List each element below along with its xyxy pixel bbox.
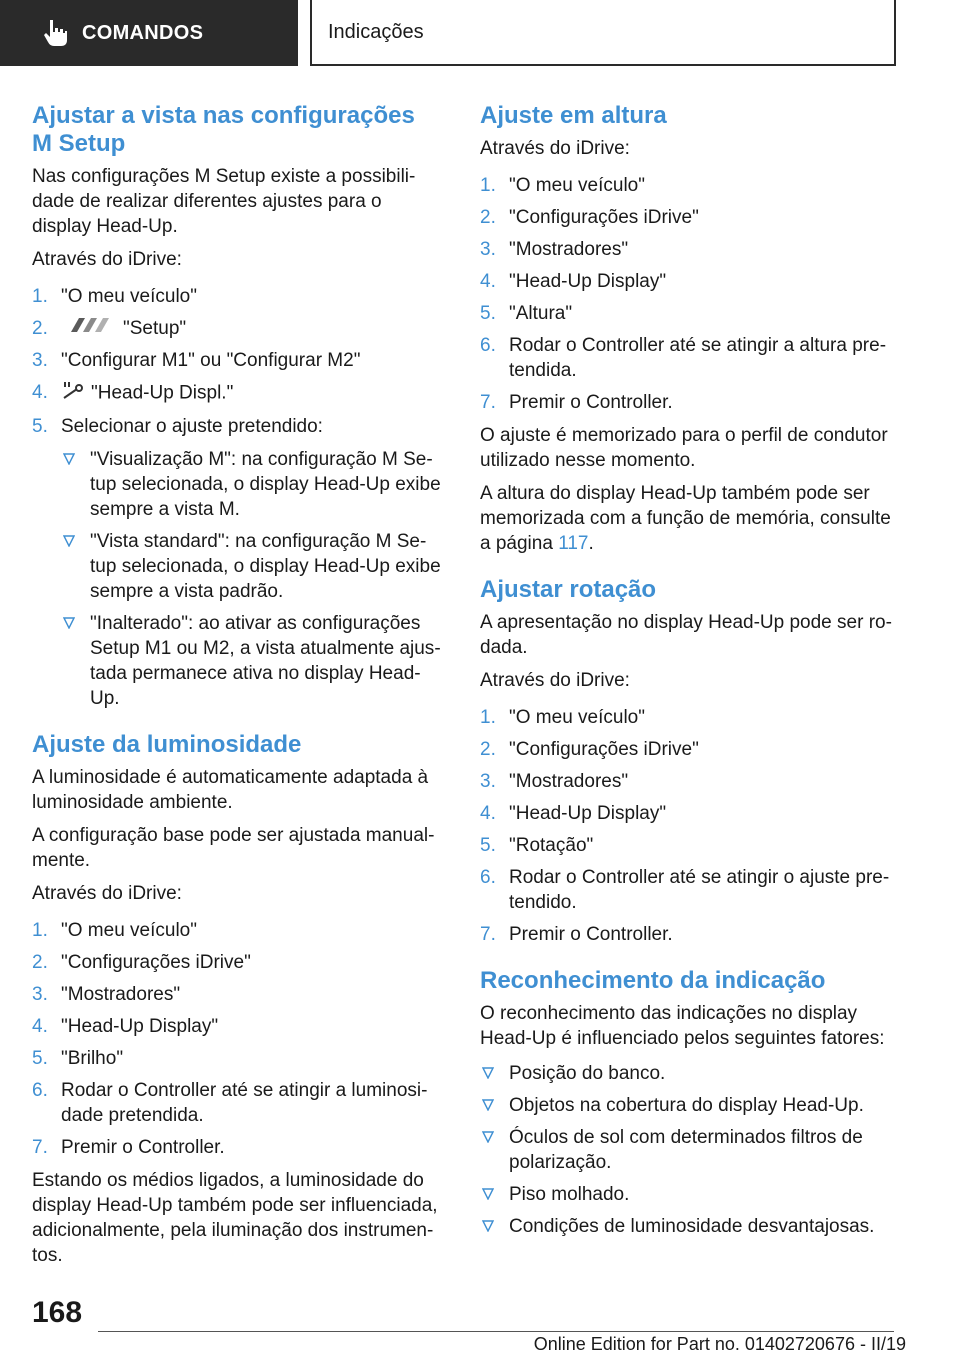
list-item (480, 705, 894, 730)
list-item (480, 1061, 894, 1086)
section-title-recognition: Reconhecimento da indicação (480, 967, 826, 994)
step-text: "O meu veículo" (509, 175, 645, 196)
steps-list (480, 705, 894, 947)
step-number: 7. (480, 392, 496, 413)
step-number: 4. (32, 1016, 48, 1038)
list-item (480, 1214, 894, 1239)
step-number: 2. (32, 318, 48, 339)
step-number: 6. (32, 1080, 48, 1102)
page-header (0, 0, 960, 66)
head-up-display-icon (61, 380, 85, 407)
steps-list (480, 173, 894, 415)
section-height (480, 102, 894, 556)
tab-indicacoes-label: Indicações (328, 20, 424, 43)
paragraph: Estando os médios ligados, a luminosidade do display Head-Up também pode ser influenciada, adicionalmente, pela iluminação dos instrumentos. (32, 1170, 438, 1267)
triangle-bullet-icon (482, 1099, 494, 1111)
step-text: Rodar o Controller até se atingir o ajuste pretendido. (509, 867, 890, 913)
step-text: "Configurar M1" ou "Configurar M2" (61, 350, 361, 372)
list-item (480, 301, 894, 326)
list-item (480, 333, 894, 383)
steps-list (32, 284, 446, 711)
step-text: "Altura" (509, 303, 573, 324)
list-item (32, 1078, 446, 1128)
step-text: Rodar o Controller até se atingir a altura pretendida. (509, 335, 887, 381)
step-text: "Mostradores" (61, 984, 181, 1006)
step-number: 5. (32, 416, 48, 438)
list-item (61, 529, 446, 604)
step-text: "Head-Up Displ." (91, 383, 234, 404)
step-number: 1. (32, 286, 48, 307)
triangle-bullet-icon (482, 1131, 494, 1143)
paragraph-text: A altura do display Head-Up também pode ser memorizada com a função de memória, consulte a página (480, 483, 891, 554)
triangle-bullet-icon (482, 1220, 494, 1232)
page-reference-link[interactable]: 117 (558, 533, 589, 554)
section-title-height: Ajuste em altura (480, 102, 667, 129)
sub-item-text: "Visualização M": na configuração M Setup selecionada, o display Head-Up exibe sempre a vista M. (90, 449, 441, 521)
step-number: 2. (32, 952, 48, 974)
paragraph (480, 481, 894, 556)
title-line-2: M Setup (32, 130, 126, 157)
list-item (32, 1046, 446, 1071)
step-number: 3. (32, 350, 48, 372)
section-luminosity (32, 731, 446, 1268)
tab-comandos-label: COMANDOS (82, 21, 204, 44)
steps-list (32, 918, 446, 1160)
left-column (32, 102, 446, 1276)
paragraph: O ajuste é memorizado para o perfil de condutor utilizado nesse momento. (480, 425, 888, 471)
step-text: "O meu veículo" (61, 286, 197, 307)
step-number: 5. (480, 303, 496, 324)
edition-note: Online Edition for Part no. 01402720676 - II/19 (533, 1334, 906, 1354)
step-number: 5. (32, 1048, 48, 1070)
step-number: 5. (480, 835, 496, 856)
step-number: 6. (480, 867, 496, 888)
section-title-m-setup (32, 102, 446, 158)
step-text: "Head-Up Display" (61, 1016, 219, 1038)
step-number: 4. (32, 382, 48, 404)
list-item (32, 982, 446, 1007)
triangle-bullet-icon (63, 453, 75, 465)
step-number: 1. (32, 920, 48, 942)
section-recognition (480, 967, 894, 1239)
bullet-text: Posição do banco. (509, 1063, 666, 1084)
triangle-bullet-icon (63, 535, 75, 547)
step-text: "Mostradores" (509, 239, 629, 260)
title-line-1: Ajustar a vista nas configurações (32, 102, 415, 129)
list-item (480, 769, 894, 794)
step-number: 4. (480, 803, 496, 824)
triangle-bullet-icon (63, 617, 75, 629)
list-item (32, 414, 446, 711)
paragraph: Através do iDrive: (32, 249, 182, 270)
bullet-text: Óculos de sol com determinados filtros de polarização. (509, 1127, 863, 1173)
step-text: "O meu veículo" (509, 707, 645, 728)
step-text: "Mostradores" (509, 771, 629, 792)
list-item (32, 1135, 446, 1160)
step-text: "Rotação" (509, 835, 594, 856)
list-item (480, 237, 894, 262)
list-item (480, 205, 894, 230)
list-item (32, 918, 446, 943)
list-item (480, 833, 894, 858)
paragraph-text: . (588, 533, 594, 554)
step-number: 7. (480, 924, 496, 945)
page-number: 168 (32, 1296, 83, 1329)
list-item (480, 390, 894, 415)
tab-indicacoes[interactable] (310, 0, 896, 66)
bullet-list (480, 1061, 894, 1239)
paragraph: Através do iDrive: (480, 670, 630, 691)
list-item (480, 737, 894, 762)
triangle-bullet-icon (482, 1188, 494, 1200)
step-text: Premir o Controller. (509, 924, 673, 945)
step-text: Premir o Controller. (509, 392, 673, 413)
sub-item-text: "Inalterado": ao ativar as configurações Setup M1 ou M2, a vista atualmente ajustada permanece ativa no display Head-Up. (90, 613, 441, 710)
list-item (480, 1125, 894, 1175)
paragraph: Através do iDrive: (32, 883, 182, 905)
step-text: Premir o Controller. (61, 1137, 225, 1159)
tab-comandos[interactable] (0, 0, 298, 66)
step-text: "Configurações iDrive" (509, 207, 699, 228)
section-rotation (480, 576, 894, 947)
paragraph: Através do iDrive: (480, 138, 630, 159)
list-item (61, 611, 446, 711)
triangle-bullet-icon (482, 1067, 494, 1079)
paragraph: A luminosidade é automaticamente adaptada à luminosidade ambiente. (32, 767, 429, 814)
step-number: 6. (480, 335, 496, 356)
step-number: 7. (32, 1137, 48, 1159)
list-item (32, 316, 446, 341)
list-item (480, 801, 894, 826)
step-number: 4. (480, 271, 496, 292)
sub-item-text: "Vista standard": na configuração M Setup selecionada, o display Head-Up exibe sempre a vista padrão. (90, 531, 441, 603)
step-number: 1. (480, 707, 496, 728)
step-text: "Head-Up Display" (509, 271, 667, 292)
step-text: "Configurações iDrive" (61, 952, 251, 974)
step-number: 2. (480, 739, 496, 760)
step-number: 3. (480, 239, 496, 260)
list-item (32, 1014, 446, 1039)
list-item (480, 1093, 894, 1118)
right-column (480, 102, 894, 1246)
paragraph: A apresentação no display Head-Up pode ser rodada. (480, 612, 892, 658)
list-item (32, 348, 446, 373)
sub-list (61, 447, 446, 711)
bullet-text: Piso molhado. (509, 1184, 630, 1205)
step-number: 1. (480, 175, 496, 196)
step-text: "Brilho" (61, 1048, 124, 1070)
paragraph: A configuração base pode ser ajustada manualmente. (32, 825, 435, 872)
step-text: "Setup" (123, 318, 187, 339)
footer-divider (98, 1331, 894, 1332)
paragraph: Nas configurações M Setup existe a possibilidade de realizar diferentes ajustes para o display Head-Up. (32, 166, 416, 237)
step-number: 3. (32, 984, 48, 1006)
list-item (480, 1182, 894, 1207)
step-text: Rodar o Controller até se atingir a luminosidade pretendida. (61, 1080, 428, 1127)
m-stripes-icon (61, 316, 117, 341)
section-title-luminosity: Ajuste da luminosidade (32, 731, 302, 759)
list-item (32, 284, 446, 309)
list-item (480, 173, 894, 198)
step-text: "O meu veículo" (61, 920, 197, 942)
section-title-rotation: Ajustar rotação (480, 576, 657, 603)
hand-pointer-icon (38, 16, 72, 50)
paragraph: O reconhecimento das indicações no display Head-Up é influenciado pelos seguintes fatores: (480, 1003, 885, 1049)
list-item (480, 922, 894, 947)
step-number: 2. (480, 207, 496, 228)
step-number: 3. (480, 771, 496, 792)
step-text: Selecionar o ajuste pretendido: (61, 416, 323, 438)
bullet-text: Objetos na cobertura do display Head-Up. (509, 1095, 864, 1116)
bullet-text: Condições de luminosidade desvantajosas. (509, 1216, 875, 1237)
section-m-setup (32, 102, 446, 711)
step-text: "Configurações iDrive" (509, 739, 699, 760)
list-item (32, 380, 446, 407)
step-text: "Head-Up Display" (509, 803, 667, 824)
list-item (480, 269, 894, 294)
list-item (480, 865, 894, 915)
list-item (61, 447, 446, 522)
list-item (32, 950, 446, 975)
